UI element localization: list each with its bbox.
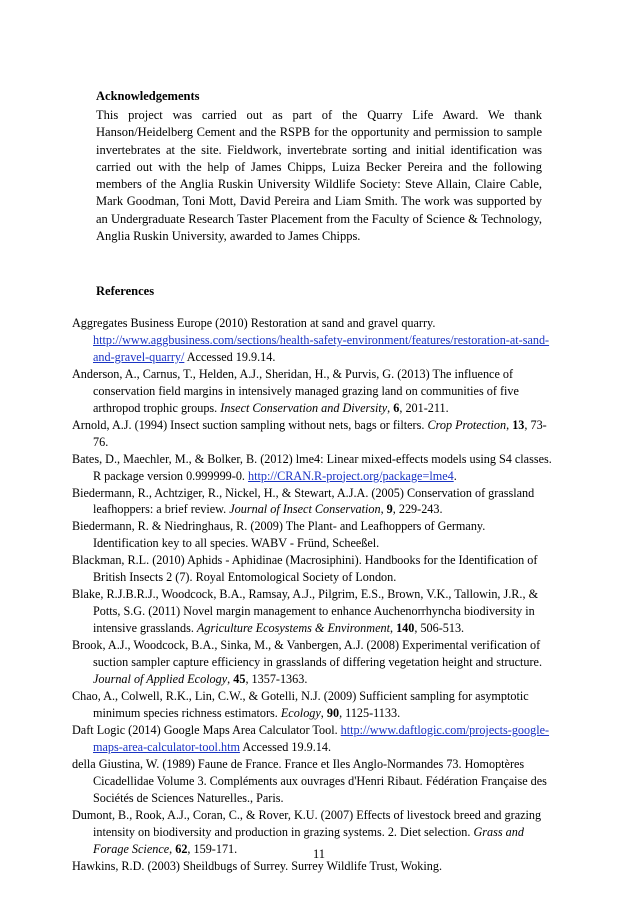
reference-journal: Crop Protection bbox=[427, 417, 507, 432]
references-heading: References bbox=[96, 284, 155, 298]
reference-b: . bbox=[453, 468, 457, 483]
reference-a: Daft Logic (2014) Google Maps Area Calculator Tool. bbox=[72, 722, 341, 737]
reference-link[interactable]: http://www.daftlogic.com/projects-google-maps-area-calculator-tool.htm bbox=[93, 722, 550, 754]
reference-entry bbox=[72, 722, 552, 756]
reference-journal: Grass and Forage Science bbox=[93, 824, 524, 856]
reference-b: , 1125-1133. bbox=[339, 705, 401, 720]
reference-link[interactable]: http://CRAN.R-project.org/package=lme4 bbox=[248, 468, 454, 483]
reference-b: , 159-171. bbox=[187, 841, 238, 856]
reference-volume: 13 bbox=[512, 417, 525, 432]
reference-volume: 90 bbox=[326, 705, 340, 720]
reference-entry: Arnold, A.J. (1994) Insect suction sampling without nets, bags or filters. Crop Protection, 13, 73-76. bbox=[72, 417, 547, 449]
reference-volume: 6 bbox=[393, 400, 400, 415]
reference-volume: 140 bbox=[396, 621, 415, 636]
reference-entry bbox=[72, 315, 552, 366]
reference-entry bbox=[72, 552, 552, 586]
reference-journal: Agriculture Ecosystems & Environment bbox=[196, 621, 390, 636]
reference-b: , 73-76. bbox=[93, 417, 547, 449]
reference-b: Accessed 19.9.14. bbox=[184, 349, 276, 364]
reference-a: Dumont, B., Rook, A.J., Coran, C., & Rover, K.U. (2007) Effects of livestock breed and grazing intensity on biodiversity and production in grazing systems. 2. Diet selection. bbox=[72, 807, 542, 839]
reference-a: della Giustina, W. (1989) Faune de France. France et Iles Anglo-Normandes 73. Homoptères Cicadellidae Volume 3. Compléments aux ouvrages d'Henri Ribaut. Fédération Française des Sociétés de Sciences Naturelles., Paris. bbox=[72, 756, 547, 805]
reference-b: , 1357-1363. bbox=[245, 672, 308, 687]
reference-entry: Dumont, B., Rook, A.J., Coran, C., & Rover, K.U. (2007) Effects of livestock breed and grazing intensity on biodiversity and production in grazing systems. 2. Diet selection. Grass and Forage Science, 62, 159-171. bbox=[72, 807, 542, 856]
reference-list bbox=[72, 315, 552, 874]
acknowledgements-text: This project was carried out as part of the Quarry Life Award. We thank Hanson/Heidelberg Cement and the RSPB for the opportunity and permission to sample invertebrates at the site. Fieldwork, invertebrate sorting and initial identification was carried out with the help of James Chipps, Luiza Becker Pereira and the following members of the Anglia Ruskin University Wildlife Society: Steve Allain, Claire Cable, Mark Goodman, Toni Mott, David Pereira and Liam Smith. The work was supported by an Undergraduate Research Taster Placement from the Faculty of Science & Technology, Anglia Ruskin University, awarded to James Chipps. bbox=[96, 108, 542, 244]
reference-entry: Brook, A.J., Woodcock, B.A., Sinka, M., & Vanbergen, A.J. (2008) Experimental verification of suction sampler capture efficiency in grasslands of differing vegetation height and structure. Journal of Applied Ecology, 45, 1357-1363. bbox=[72, 638, 542, 687]
reference-entry: Anderson, A., Carnus, T., Helden, A.J., Sheridan, H., & Purvis, G. (2013) The influence of conservation field margins in intensively managed grazing land on communities of five arthropod trophic groups. Insect Conservation and Diversity, 6, 201-211. bbox=[72, 366, 519, 415]
reference-a: Blackman, R.L. (2010) Aphids - Aphidinae (Macrosiphini). Handbooks for the Identification of British Insects 2 (7). Royal Entomological Society of London. bbox=[72, 553, 538, 585]
reference-entry bbox=[72, 451, 552, 485]
acknowledgements-heading: Acknowledgements bbox=[96, 89, 200, 103]
reference-b: Accessed 19.9.14. bbox=[239, 739, 332, 754]
reference-entry: Blake, R.J.B.R.J., Woodcock, B.A., Ramsay, A.J., Pilgrim, E.S., Brown, V.K., Tallowin, J.R., & Potts, S.G. (2011) Novel margin management to enhance Auchenorrhyncha biodiversity in intensive grasslands. Agriculture Ecosystems & Environment, 140, 506-513. bbox=[72, 587, 539, 636]
reference-entry: Biedermann, R., Achtziger, R., Nickel, H., & Stewart, A.J.A. (2005) Conservation of grassland leafhoppers: a brief review. Journal of Insect Conservation, 9, 229-243. bbox=[72, 485, 535, 517]
reference-a: Chao, A., Colwell, R.K., Lin, C.W., & Gotelli, N.J. (2009) Sufficient sampling for asymptotic minimum species richness estimators. bbox=[72, 688, 529, 720]
reference-volume: 45 bbox=[233, 672, 246, 687]
reference-a: Blake, R.J.B.R.J., Woodcock, B.A., Ramsay, A.J., Pilgrim, E.S., Brown, V.K., Tallowin, J.R., & Potts, S.G. (2011) Novel margin management to enhance Auchenorrhyncha biodiversity in intensive grasslands. bbox=[72, 587, 539, 636]
reference-a: Arnold, A.J. (1994) Insect suction sampling without nets, bags or filters. bbox=[72, 417, 428, 432]
reference-journal: Ecology bbox=[280, 705, 321, 720]
reference-a: Anderson, A., Carnus, T., Helden, A.J., Sheridan, H., & Purvis, G. (2013) The influence of conservation field margins in intensively managed grazing land on communities of five arthropod trophic groups. bbox=[72, 366, 519, 415]
reference-entry bbox=[72, 518, 552, 552]
reference-journal: Insect Conservation and Diversity bbox=[220, 400, 388, 415]
reference-a: Biedermann, R., Achtziger, R., Nickel, H., & Stewart, A.J.A. (2005) Conservation of grassland leafhoppers: a brief review. bbox=[72, 485, 535, 517]
reference-a: Bates, D., Maechler, M., & Bolker, B. (2012) lme4: Linear mixed-effects models using S4 classes. R package version 0.999999-0. bbox=[72, 451, 552, 483]
reference-volume: 9 bbox=[386, 502, 393, 517]
reference-volume: 62 bbox=[175, 841, 188, 856]
reference-a: Brook, A.J., Woodcock, B.A., Sinka, M., & Vanbergen, A.J. (2008) Experimental verification of suction sampler capture efficiency in grasslands of differing vegetation height and structure. bbox=[72, 638, 542, 670]
reference-journal: Journal of Applied Ecology bbox=[93, 672, 228, 687]
reference-link[interactable]: http://www.aggbusiness.com/sections/health-safety-environment/features/restoration-at-sand-and-gravel-quarry/ bbox=[93, 332, 550, 364]
reference-b: , 229-243. bbox=[392, 502, 443, 517]
reference-a: Biedermann, R. & Niedringhaus, R. (2009) The Plant- and Leafhoppers of Germany. Identification key to all species. WABV - Fründ, Scheeßel. bbox=[72, 519, 486, 551]
reference-journal: Journal of Insect Conservation bbox=[229, 502, 381, 517]
reference-a: Aggregates Business Europe (2010) Restoration at sand and gravel quarry. bbox=[72, 316, 436, 330]
reference-entry bbox=[72, 756, 552, 807]
reference-a: Hawkins, R.D. (2003) Sheildbugs of Surrey. Surrey Wildlife Trust, Woking. bbox=[72, 858, 443, 873]
reference-b: , 201-211. bbox=[399, 400, 449, 415]
reference-b: , 506-513. bbox=[414, 621, 465, 636]
reference-entry: Chao, A., Colwell, R.K., Lin, C.W., & Gotelli, N.J. (2009) Sufficient sampling for asymptotic minimum species richness estimators. Ecology, 90, 1125-1133. bbox=[72, 688, 529, 720]
page-number: 11 bbox=[312, 847, 326, 861]
acknowledgements-section bbox=[96, 88, 542, 245]
